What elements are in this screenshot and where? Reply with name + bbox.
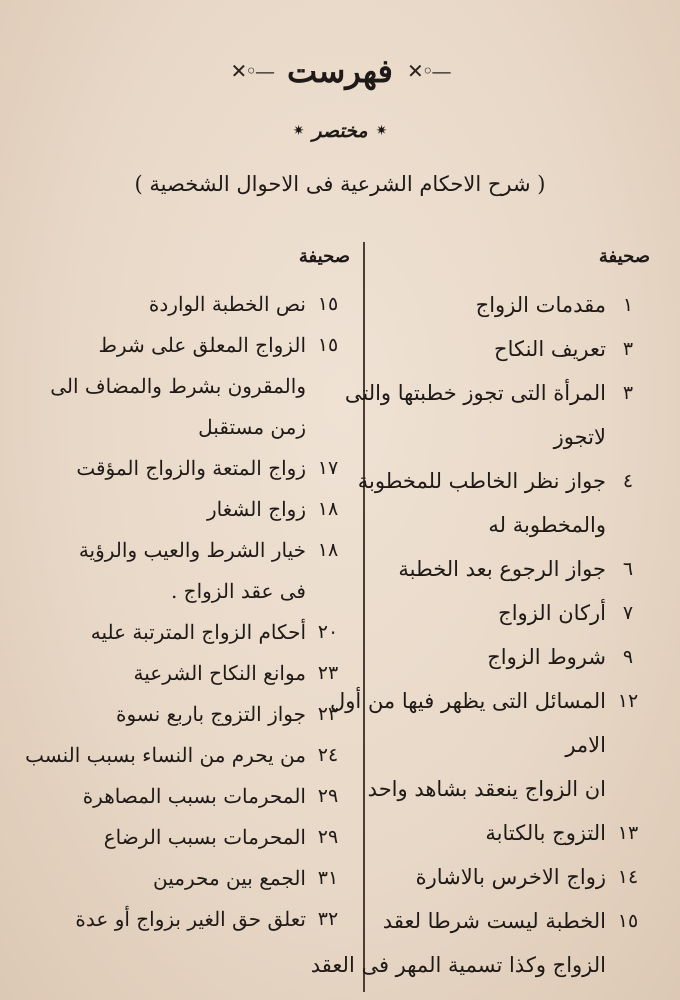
- entry-line: الزواج وكذا تسمية المهر فى العقد: [310, 953, 606, 977]
- page-number: ٢٣: [317, 703, 339, 725]
- toc-entry: [335, 856, 650, 900]
- page-number: ١٣: [617, 822, 639, 844]
- page-number: ٣٢: [317, 908, 339, 930]
- entry-line: موانع النكاح الشرعية: [133, 661, 306, 685]
- page-number: ١٢: [617, 690, 639, 712]
- page-number: ٢٤: [317, 744, 339, 766]
- toc-entry: [30, 448, 350, 489]
- toc-entry: [30, 612, 350, 653]
- entry-line: الخطبة ليست شرطا لعقد: [382, 909, 606, 933]
- entry-title: [335, 372, 606, 460]
- page-title: فهرست: [287, 52, 393, 90]
- page-number: ١٨: [317, 498, 339, 520]
- entry-line: زواج الاخرس بالاشارة: [415, 865, 606, 889]
- ornament-left-icon: ✕◦—: [406, 59, 450, 83]
- toc-entry: [25, 735, 350, 776]
- entry-line: لاتجوز: [553, 425, 606, 449]
- entry-title: [335, 592, 606, 636]
- page-number: ٦: [622, 558, 634, 580]
- entry-line: المحرمات بسبب المصاهرة: [82, 784, 306, 808]
- page-number: ١٥: [617, 910, 639, 932]
- toc-entry: [330, 680, 650, 812]
- entry-title: [335, 636, 606, 680]
- toc-entry: [335, 328, 650, 372]
- page-number: ١: [622, 294, 634, 316]
- entry-line: نص الخطبة الواردة: [148, 292, 306, 316]
- toc-entry: [335, 372, 650, 460]
- entry-title: [335, 812, 606, 856]
- star-ornament-icon: ✷: [292, 123, 305, 139]
- entry-line: التزوج بالكتابة: [485, 821, 606, 845]
- entry-title: [335, 284, 606, 328]
- toc-entry: [30, 284, 350, 325]
- toc-entry: [335, 460, 650, 548]
- page-number: ١٤: [617, 866, 639, 888]
- page-number: ١٥: [317, 334, 339, 356]
- entry-line: من يحرم من النساء بسبب النسب: [25, 743, 306, 767]
- page-subtitle: مختصر: [312, 120, 368, 142]
- entry-line: شروط الزواج: [487, 645, 606, 669]
- entry-title: [30, 899, 306, 940]
- page-number: ٩: [622, 646, 634, 668]
- toc-entry: [335, 636, 650, 680]
- section-heading: ( شرح الاحكام الشرعية فى الاحوال الشخصية ): [134, 172, 546, 196]
- toc-entry: [30, 858, 350, 899]
- entry-title: [30, 612, 306, 653]
- toc-entry: [335, 548, 650, 592]
- entry-title: [25, 735, 306, 776]
- entry-line: الزواج المعلق على شرط: [98, 333, 306, 357]
- toc-entry: [30, 694, 350, 735]
- entry-line: جواز التزوج باربع نسوة: [115, 702, 306, 726]
- page-number: ٢٩: [317, 785, 339, 807]
- toc-entry: [30, 489, 350, 530]
- entry-line: تعريف النكاح: [494, 337, 606, 361]
- entry-line: فى عقد الزواج .: [170, 579, 306, 603]
- entry-title: [30, 284, 306, 325]
- page-number: ٣: [622, 338, 634, 360]
- page-number: ٤: [622, 470, 634, 492]
- entry-line: جواز الرجوع بعد الخطبة: [398, 557, 606, 581]
- entry-title: [335, 328, 606, 372]
- page-number: ٢٩: [317, 826, 339, 848]
- entry-line: تعلق حق الغير بزواج أو عدة: [75, 907, 306, 931]
- column-header: صحيفة: [298, 246, 350, 267]
- column-header: صحيفة: [598, 246, 650, 267]
- toc-entry: [30, 325, 350, 448]
- toc-entry: [30, 653, 350, 694]
- entry-title: [311, 900, 606, 988]
- entry-line: جواز نظر الخاطب للمخطوبة: [357, 469, 606, 493]
- subtitle-row: [0, 116, 680, 146]
- entry-title: [30, 858, 306, 899]
- page-number: ٢٣: [317, 662, 339, 684]
- page-number: ٣١: [317, 867, 339, 889]
- entry-line: زواج المتعة والزواج المؤقت: [76, 456, 306, 480]
- entry-title: [30, 448, 306, 489]
- entry-title: [30, 530, 306, 612]
- page-number: ٣: [622, 382, 634, 404]
- entry-title: [30, 694, 306, 735]
- entry-line: الجمع بين محرمين: [153, 866, 306, 890]
- entry-line: أحكام الزواج المترتبة عليه: [90, 620, 306, 644]
- page-number: ١٨: [317, 539, 339, 561]
- toc-entry: [30, 776, 350, 817]
- page-number: ١٥: [317, 293, 339, 315]
- toc-entry: [30, 817, 350, 858]
- entry-title: [330, 680, 606, 812]
- toc-entry: [335, 284, 650, 328]
- entry-title: [30, 817, 306, 858]
- entry-title: [30, 653, 306, 694]
- entry-title: [30, 489, 306, 530]
- entry-title: [335, 548, 606, 592]
- entry-line: أركان الزواج: [498, 601, 606, 625]
- entry-line: خيار الشرط والعيب والرؤية: [78, 538, 306, 562]
- entry-line: زمن مستقبل: [198, 415, 306, 439]
- toc-entry: [335, 592, 650, 636]
- page-number: ٢٠: [317, 621, 339, 643]
- entry-line: الامر: [565, 733, 606, 757]
- toc-entry: [30, 899, 350, 940]
- entry-line: ان الزواج ينعقد بشاهد واحد: [367, 777, 606, 801]
- entry-title: [30, 776, 306, 817]
- entry-line: والمقرون بشرط والمضاف الى: [50, 374, 306, 398]
- entry-title: [335, 460, 606, 548]
- entry-line: والمخطوبة له: [488, 513, 606, 537]
- left-column: [25, 242, 350, 940]
- entry-line: مقدمات الزواج: [475, 293, 606, 317]
- entry-line: المحرمات بسبب الرضاع: [103, 825, 306, 849]
- entry-line: زواج الشغار: [206, 497, 306, 521]
- page-number: ١٧: [317, 457, 339, 479]
- toc-entry: [30, 530, 350, 612]
- entry-title: [30, 325, 306, 448]
- page-number: ٧: [622, 602, 634, 624]
- entry-line: المسائل التى يظهر فيها من أول: [330, 689, 606, 713]
- entry-title: [335, 856, 606, 900]
- entry-line: المرأة التى تجوز خطبتها والتى: [344, 381, 606, 405]
- star-ornament-icon: ✷: [375, 123, 388, 139]
- ornament-right-icon: ✕◦—: [230, 59, 274, 83]
- title-row: [0, 46, 680, 96]
- toc-entry: [335, 812, 650, 856]
